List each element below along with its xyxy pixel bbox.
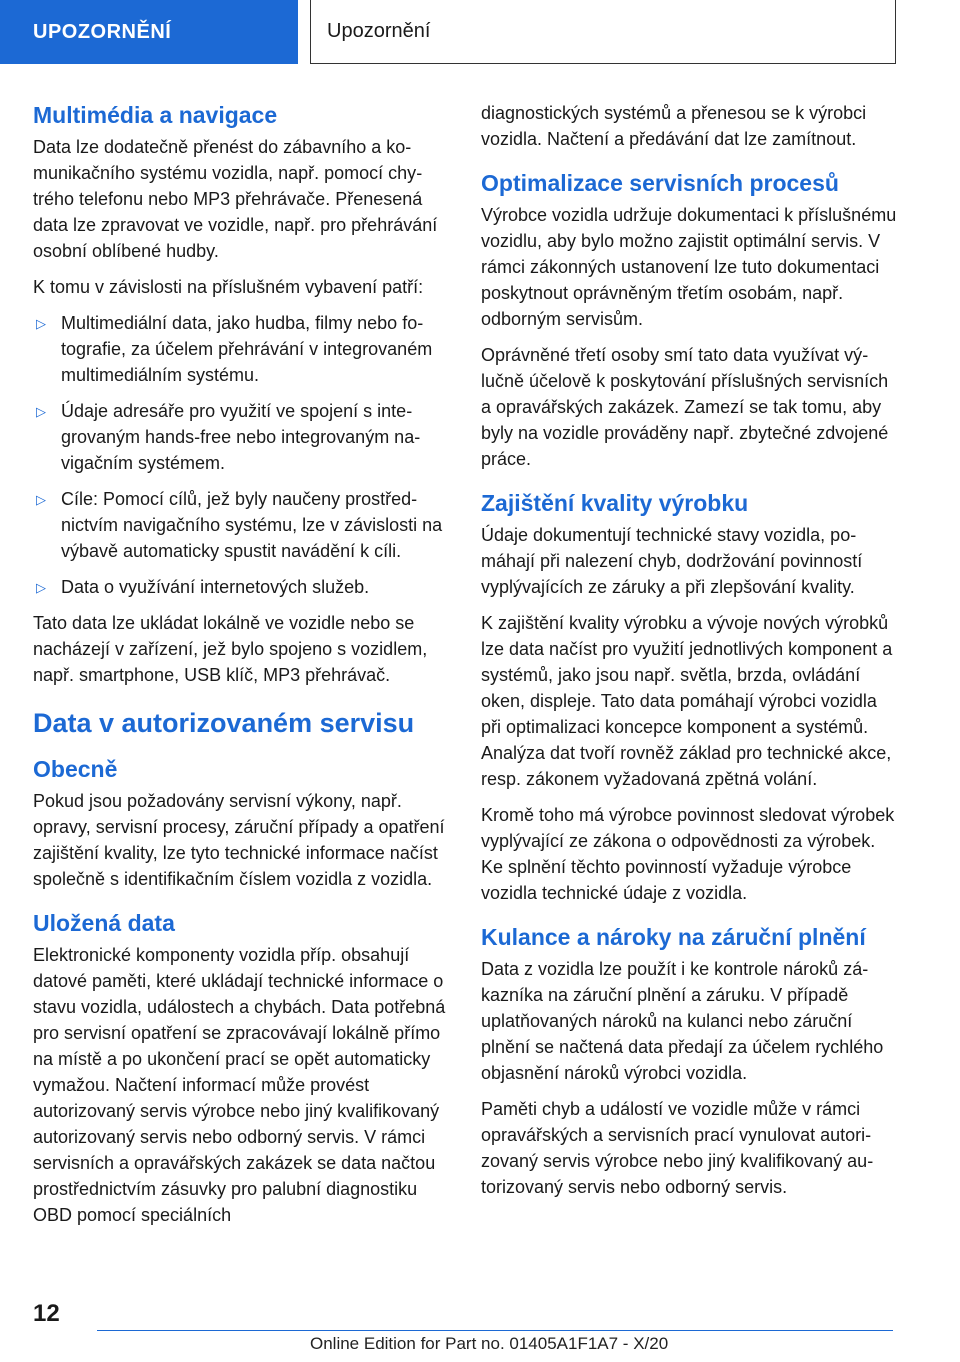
paragraph: Údaje dokumentují technické stavy vozidla, pomáhají při nalezení chyb, dodržování povinností vyplývajících ze záruky a při zlepšování kvality. (481, 525, 863, 597)
chapter-title: Data v autorizovaném servisu (33, 708, 415, 738)
page-number: 12 (33, 1300, 60, 1327)
paragraph: K zajištění kvality výrobku a vývoje nových výrobků lze data načíst pro využití jednotlivých komponent a systémů, jako jsou např. světla, brzda, ovládání oken, displeje. Tato data pomáhají výrobci vozidla při optimalizaci koncepce komponent a systémů. Analýza dat tvoří rovněž základ pro technické akce, resp. zákonem vyžadovaná zpětná volání. (481, 613, 893, 789)
paragraph: diagnostických systémů a přenesou se k výrobci vozidla. Načtení a předávání dat lze zamítnout. (481, 103, 867, 149)
section-tab: UPOZORNĚNÍ (0, 0, 298, 64)
paragraph: Pokud jsou požadovány servisní výkony, např. opravy, servisní procesy, záruční případy a opatření zajištění kvality, lze tyto technické informace načíst společně s identifikačním číslem vozidla z vozidla. (33, 791, 445, 889)
paragraph: Oprávněné třetí osoby smí tato data využívat výlučně účelově k poskytování příslušných servisních a opravářských zakázek. Zamezí se tak tomu, aby byly na vozidle prováděny např. zbytečné zdvojené práce. (481, 345, 889, 469)
bullet-list (33, 310, 451, 600)
paragraph: Elektronické komponenty vozidla příp. obsahují datové paměti, které ukládají technické informace o stavu vozidla, událostech a chybách. Data potřebná pro servisní opatření se zpracovávají lokálně přímo na místě a po ukončení prací se opět automaticky vymažou. Načtení informací může provést autorizovaný servis výrobce nebo jiný kvalifikovaný autorizovaný servis nebo odborný servis. V rámci servisních a opravářských zakázek se data načtou prostřednictvím zásuvky pro palubní diagnostiku OBD pomocí speciálních (33, 945, 446, 1225)
footer-edition: Online Edition for Part no. 01405A1F1A7 - X/20 (310, 1334, 669, 1353)
paragraph: Paměti chyb a událostí ve vozidle může v rámci opravářských a servisních prací vynulovat autorizovaný servis výrobce nebo jiný kvalifikovaný autorizovaný servis nebo odborný servis. (481, 1099, 874, 1197)
paragraph: Data z vozidla lze použít i ke kontrole nároků zákazníka na záruční plnění a záruku. V případě uplatňovaných nároků na kulanci nebo záruční plnění se načtená data předají za účelem rychlého objasnění nároků výrobci vozidla. (481, 959, 884, 1083)
list-item: ▷ Multimediální data, jako hudba, filmy nebo fotografie, za účelem přehrávání v integrovaném multimediálním systému. (36, 313, 433, 385)
triangle-bullet-icon: ▷ (36, 404, 46, 419)
paragraph: K tomu v závislosti na příslušném vybavení patří: (33, 277, 424, 297)
paragraph: Kromě toho má výrobce povinnost sledovat výrobek vyplývající ze zákona o odpovědnosti za výrobek. Ke splnění těchto povinností vyžaduje výrobce vozidla technické údaje z vozidla. (481, 805, 895, 903)
list-item: ▷ Data o využívání internetových služeb. (33, 574, 451, 600)
list-item: ▷ Údaje adresáře pro využití ve spojení s integrovaným hands-free nebo integrovaným navigačním systémem. (36, 401, 421, 473)
heading-general: Obecně (33, 756, 118, 782)
heading-multimedia: Multimédia a navigace (33, 102, 278, 128)
triangle-bullet-icon: ▷ (36, 580, 46, 595)
heading-stored-data: Uložená data (33, 910, 175, 936)
list-item: ▷ Cíle: Pomocí cílů, jež byly naučeny prostřednictvím navigačního systému, lze v závislosti na výbavě automaticky spustit navádění k cíli. (36, 489, 443, 561)
paragraph: Data lze dodatečně přenést do zábavního a komunikačního systému vozidla, např. pomocí chytrého telefonu nebo MP3 přehrávače. Přenesená data lze zpravovat ve vozidle, např. pro přehrávání osobní oblíbené hudby. (33, 137, 438, 261)
triangle-bullet-icon: ▷ (36, 316, 46, 331)
heading-quality: Zajištění kvality výrobku (481, 490, 749, 516)
right-column (481, 100, 899, 1210)
footer-divider (97, 1330, 893, 1331)
page-title: Upozornění (310, 0, 896, 64)
heading-service-optimization: Optimalizace servisních procesů (481, 170, 839, 196)
heading-warranty: Kulance a nároky na záruční plnění (481, 924, 866, 950)
paragraph: Výrobce vozidla udržuje dokumentaci k příslušnému vozidlu, aby bylo možno zajistit optimální servis. V rámci zákonných ustanovení lze tuto dokumentaci poskytnout oprávněným třetím osobám, např. odborným servisům. (481, 205, 897, 329)
paragraph: Tato data lze ukládat lokálně ve vozidle nebo se nacházejí v zařízení, jež bylo spojeno s vozidlem, např. smartphone, USB klíč, MP3 přehrávač. (33, 613, 428, 685)
left-column (33, 100, 451, 1238)
triangle-bullet-icon: ▷ (36, 492, 46, 507)
